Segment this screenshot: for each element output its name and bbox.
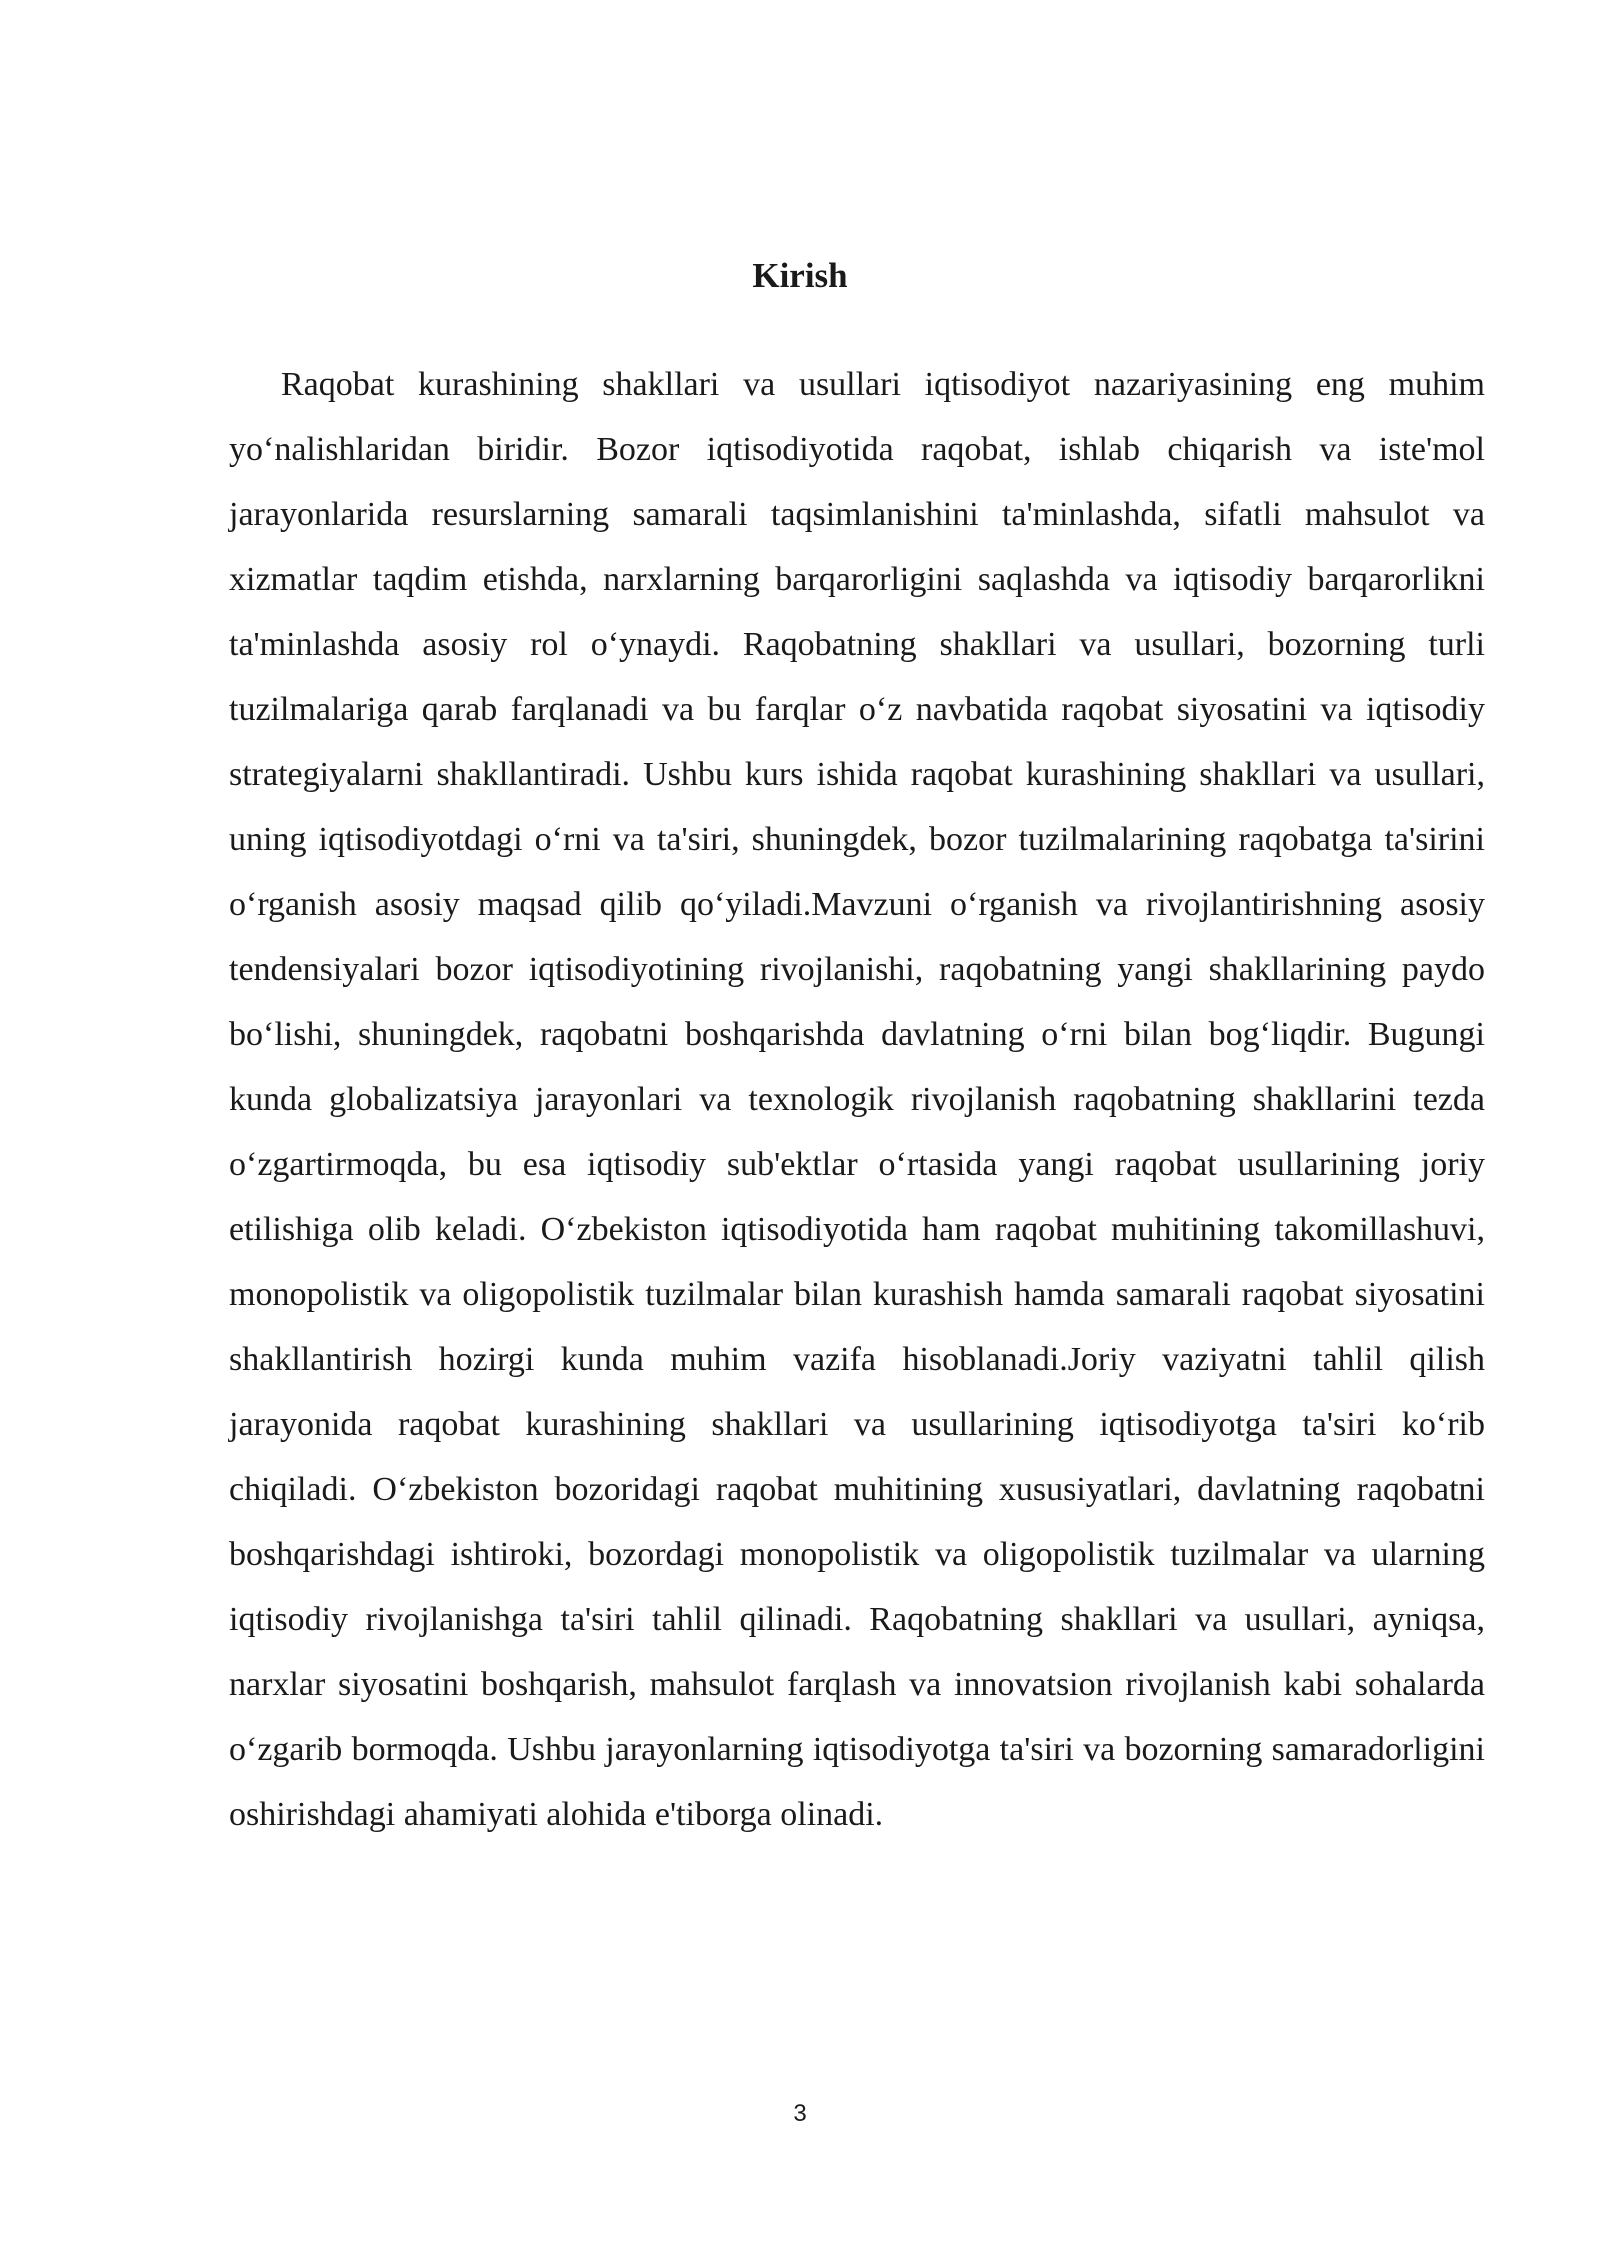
- page-number: 3: [793, 2100, 807, 2127]
- page-title: Kirish: [752, 256, 848, 295]
- body-paragraph: Raqobat kurashining shakllari va usullari iqtisodiyot nazariyasining eng muhim yo‘nalishlaridan biridir. Bozor iqtisodiyotida raqobat, ishlab chiqarish va iste'mol jarayonlarida resurslarning samarali taqsimlanishini ta'minlashda, sifatli mahsulot va xizmatlar taqdim etishda, narxlarning barqarorligini saqlashda va iqtisodiy barqarorlikni ta'minlashda asosiy rol o‘ynaydi. Raqobatning shakllari va usullari, bozorning turli tuzilmalariga qarab farqlanadi va bu farqlar o‘z navbatida raqobat siyosatini va iqtisodiy strategiyalarni shakllantiradi. Ushbu kurs ishida raqobat kurashining shakllari va usullari, uning iqtisodiyotdagi o‘rni va ta'siri, shuningdek, bozor tuzilmalarining raqobatga ta'sirini o‘rganish asosiy maqsad qilib qo‘yiladi.Mavzuni o‘rganish va rivojlantirishning asosiy tendensiyalari bozor iqtisodiyotining rivojlanishi, raqobatning yangi shakllarining paydo bo‘lishi, shuningdek, raqobatni boshqarishda davlatning o‘rni bilan bog‘liqdir. Bugungi kunda globalizatsiya jarayonlari va texnologik rivojlanish raqobatning shakllarini tezda o‘zgartirmoqda, bu esa iqtisodiy sub'ektlar o‘rtasida yangi raqobat usullarining joriy etilishiga olib keladi. O‘zbekiston iqtisodiyotida ham raqobat muhitining takomillashuvi, monopolistik va oligopolistik tuzilmalar bilan kurashish hamda samarali raqobat siyosatini shakllantirish hozirgi kunda muhim vazifa hisoblanadi.Joriy vaziyatni tahlil qilish jarayonida raqobat kurashining shakllari va usullarining iqtisodiyotga ta'siri ko‘rib chiqiladi. O‘zbekiston bozoridagi raqobat muhitining xususiyatlari, davlatning raqobatni boshqarishdagi ishtiroki, bozordagi monopolistik va oligopolistik tuzilmalar va ularning iqtisodiy rivojlanishga ta'siri tahlil qilinadi. Raqobatning shakllari va usullari, ayniqsa, narxlar siyosatini boshqarish, mahsulot farqlash va innovatsion rivojlanish kabi sohalarda o‘zgarib bormoqda. Ushbu jarayonlarning iqtisodiyotga ta'siri va bozorning samaradorligini oshirishdagi ahamiyati alohida e'tiborga olinadi.: [229, 366, 1485, 1833]
